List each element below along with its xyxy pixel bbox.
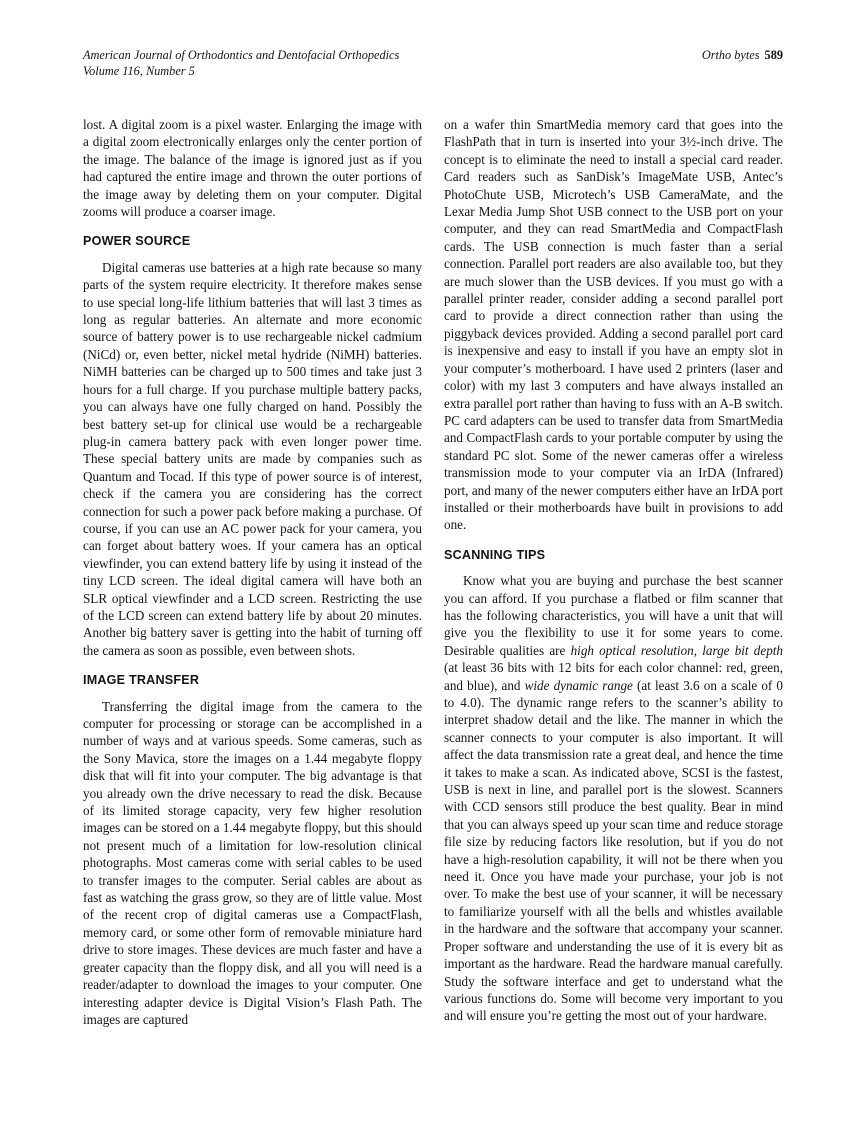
paragraph-power-source: Digital cameras use batteries at a high rate because so many parts of the system require electricity. It therefore makes sense to use special long-life lithium batteries that will last 3 times as long as regular batteries. An alternate and more economic source of battery power is to use rechargeable nickel cadmium (NiCd) or, even better, nickel metal hydride (NiMH) batteries. NiMH batteries can be charged up to 500 times and take just 3 hours for a full charge. If you purchase multiple battery packs, you can always have one fully charged on hand. Possibly the best battery set-up for clinical use would be a rechargeable plug-in camera battery pack with even longer power time. These special battery units are made by companies such as Quantum and Tocad. If this type of power source is of interest, check if the camera you are considering has the correct connection for such a power pack before making a purchase. Of course, if you can use an AC power pack for your camera, you can forget about battery woes. If your camera has an optical viewfinder, you can extend battery life by using it instead of the tiny LCD screen. The ideal digital camera will have both an SLR optical viewfinder and a LCD screen. Restricting the use of the LCD screen can extend battery life by about 20 minutes. Another big battery saver is getting into the habit of turning off the camera as soon as possible, even between shots. <box>83 259 422 658</box>
journal-title: American Journal of Orthodontics and Dentofacial Orthopedics <box>83 48 400 62</box>
right-column <box>444 116 783 1028</box>
left-column <box>83 116 422 1028</box>
journal-volume-line: Volume 116, Number 5 <box>83 63 195 78</box>
journal-citation <box>83 48 399 79</box>
running-head <box>702 48 783 64</box>
page-number: 589 <box>764 48 783 62</box>
heading-image-transfer: IMAGE TRANSFER <box>83 673 200 688</box>
page-header <box>83 0 783 79</box>
paragraph-scanning-tips: Know what you are buying and purchase the best scanner you can afford. If you purchase a flatbed or film scanner that has the following characteristics, you will have a unit that will give you the flexibility to use it for some years to come. Desirable qualities are high optical resolution, large bit depth (at least 36 bits with 12 bits for each color channel: red, green, and blue), and wide dynamic range (at least 3.6 on a scale of 0 to 4.0). The dynamic range refers to the scanner’s ability to interpret shadow detail and the like. The manner in which the scanner connects to your computer is also important. It will affect the data transmission rate a great deal, and hence the time it takes to make a scan. As indicated above, SCSI is the fastest, USB is next in line, and parallel port is the slowest. Scanners with CCD sensors still produce the best quality. Bear in mind that you can always speed up your scan time and reduce storage file size by reducing factors like resolution, but if you do not have a high-resolution capability, it will not be there when you need it. Once you have made your purchase, your job is not over. To make the best use of your scanner, it will be necessary to familiarize yourself with all the bells and whistles available in the hardware and the software that accompany your scanner. Proper software and understanding the use of it is every bit as important as the hardware. Read the hardware manual carefully. Study the software interface and get to understand what the various functions do. Some will become very important to you and will ensure you’re getting the most out of your hardware. <box>444 573 784 1024</box>
article-body <box>83 116 783 1028</box>
heading-power-source: POWER SOURCE <box>83 234 191 249</box>
paragraph-image-transfer: Transferring the digital image from the camera to the computer for processing or storage can be accomplished in a number of ways and at various speeds. Some cameras, such as the Sony Mavica, store the images on a 1.44 megabyte floppy disk that will fit into your computer. The big advantage is that you already own the drive necessary to read the disk. Because of its limited storage capacity, very few higher resolution images can be stored on a 1.44 megabyte floppy, but this should not present much of a limitation for low-resolution clinical photographs. Most cameras come with serial cables to be used to transfer images to the computer. Serial cables are about as fast as watching the grass grow, so they are of little value. Most of the recent crop of digital cameras use a CompactFlash, memory card, or some other form of removable miniature hard drive to store images. These devices are much faster and have a greater capacity than the floppy disk, and all you will need is a reader/adapter to download the images to your computer. One interesting adapter device is Digital Vision’s Flash Path. The images are captured <box>83 698 422 1027</box>
heading-scanning-tips: SCANNING TIPS <box>444 547 546 562</box>
section-name: Ortho bytes <box>701 48 760 62</box>
paragraph-card-readers: on a wafer thin SmartMedia memory card that goes into the FlashPath that in turn is inserted into your 3½-inch drive. The concept is to eliminate the need to install a special card reader. Card readers such as SanDisk’s ImageMate USB, Antec’s PhotoChute USB, Microtech’s USB CameraMate, and the Lexar Media Jump Shot USB connect to the USB port on your computer, and they can read SmartMedia and CompactFlash cards. The USB connection is much faster than a serial connection. Parallel port readers are also available too, but they are much slower than the USB devices. If you must go with a parallel printer reader, consider adding a second parallel port card to provide a direct connection rather than using the piggyback devices provided. Adding a second parallel port card is inexpensive and easy to install if you have an empty slot in your computer’s motherboard. I have used 2 printers (laser and color) with my last 3 computers and have always installed an extra parallel port rather than having to fuss with an A-B switch. PC card adapters can be used to transfer data from SmartMedia and CompactFlash cards to your portable computer by using the standard PC slot. Some of the newer cameras offer a wireless transmission mode to your computer via an IrDA (Infrared) port, and many of the newer computers either have an IrDA port installed or their motherboards have built in provisions to add one. <box>444 117 783 533</box>
paragraph-digital-zoom: lost. A digital zoom is a pixel waster. Enlarging the image with a digital zoom electronically enlarges only the center portion of the image. The balance of the image is ignored just as if you had captured the entire image and thrown the outer portions of the image away by deleting them on your computer. Digital zooms will produce a coarser image. <box>83 117 422 220</box>
